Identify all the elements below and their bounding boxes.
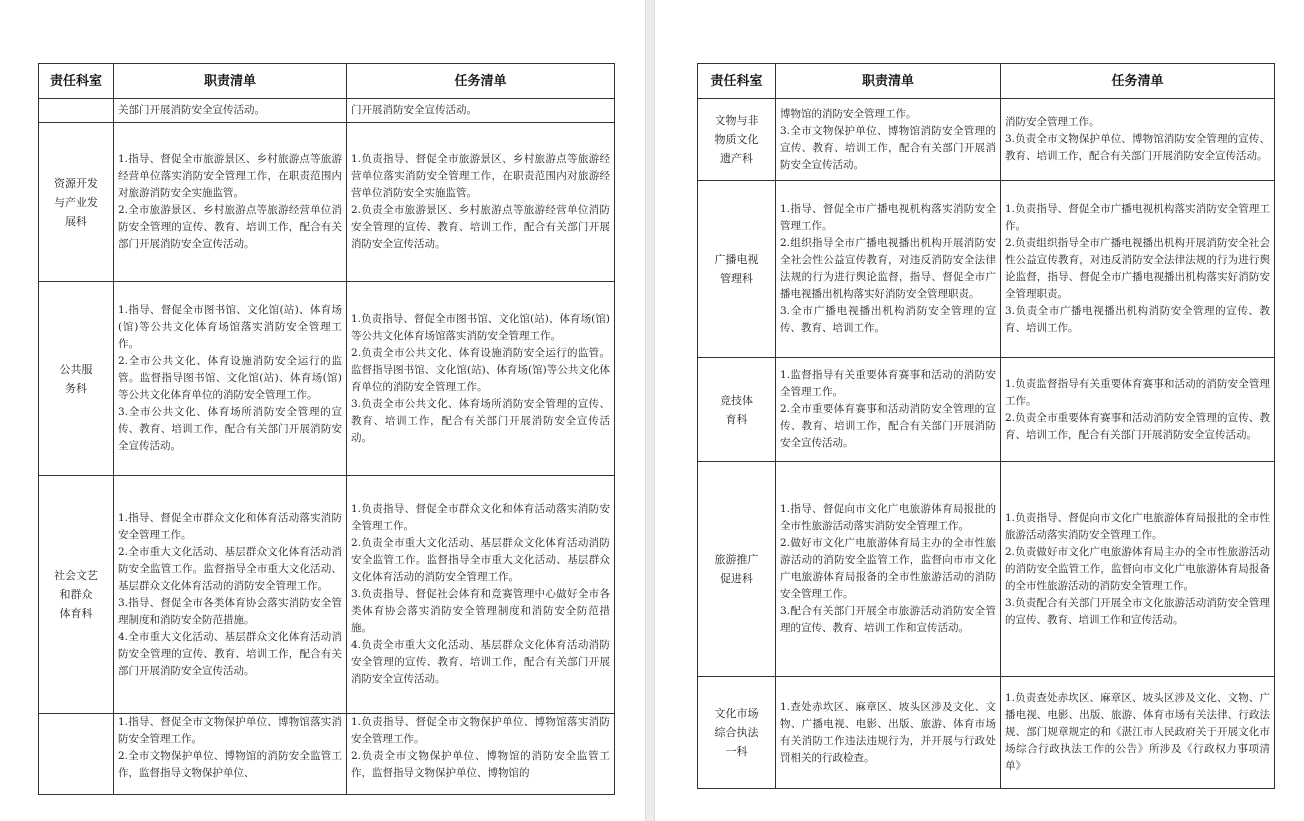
dept-cell: 资源开发 与产业发 展科 xyxy=(39,123,114,282)
duties-cell: 1.指导、督促全市图书馆、文化馆(站)、体育场(馆)等公共文化体育场馆落实消防安全管理工作。 2.全市公共文化、体育设施消防安全运行的监管。监督指导图书馆、文化馆(站)、体育场(馆)等公共文化体育单位的消防安全管理工作。 3.全市公共文化、体育场所消防安全管理的宣传、教育、培训工作，配合有关部门开展消防安全宣传活动。 xyxy=(114,282,347,476)
header-dept: 责任科室 xyxy=(698,64,776,99)
tasks-cell: 1.负责监督指导有关重要体育赛事和活动的消防安全管理工作。 2.负责全市重要体育赛事和活动消防安全管理的宣传、教育、培训工作，配合有关部门开展消防安全宣传活动。 xyxy=(1001,358,1275,462)
table-row xyxy=(39,476,615,714)
table-row xyxy=(698,677,1275,789)
table-header-row xyxy=(698,64,1275,99)
tasks-cell: 消防安全管理工作。 3.负责全市文物保护单位、博物馆消防安全管理的宣传、教育、培训工作，配合有关部门开展消防安全宣传活动。 xyxy=(1001,99,1275,181)
table-row xyxy=(698,358,1275,462)
duties-cell: 1.查处赤坎区、麻章区、坡头区涉及文化、文物、广播电视、电影、出版、旅游、体育市场有关消防工作违法违规行为，并开展与行政处罚相关的行政检查。 xyxy=(776,677,1001,789)
table-row xyxy=(39,123,615,282)
table-row xyxy=(698,462,1275,677)
dept-cell: 旅游推广 促进科 xyxy=(698,462,776,677)
page-gutter xyxy=(645,0,655,821)
dept-cell: 竞技体 育科 xyxy=(698,358,776,462)
table-row xyxy=(698,181,1275,358)
tasks-cell: 1.负责指导、督促全市图书馆、文化馆(站)、体育场(馆)等公共文化体育场馆落实消防安全管理工作。 2.负责全市公共文化、体育设施消防安全运行的监管。监督指导图书馆、文化馆(站)、体育场(馆)等公共文化体育单位的消防安全管理工作。 3.负责全市公共文化、体育场所消防安全管理的宣传、教育、培训工作，配合有关部门开展消防安全宣传活动。 xyxy=(347,282,615,476)
duties-cell: 1.指导、督促全市旅游景区、乡村旅游点等旅游经营单位落实消防安全管理工作，在职责范围内对旅游消防安全实施监管。 2.全市旅游景区、乡村旅游点等旅游经营单位消防安全管理的宣传、教育、培训工作，配合有关部门开展消防安全宣传活动。 xyxy=(114,123,347,282)
header-dept: 责任科室 xyxy=(39,64,114,99)
header-duties: 职责清单 xyxy=(114,64,347,99)
duties-cell: 1.指导、督促全市文物保护单位、博物馆落实消防安全管理工作。 2.全市文物保护单位、博物馆的消防安全监管工作，监督指导文物保护单位、 xyxy=(114,714,347,795)
table-row xyxy=(39,282,615,476)
tasks-cell: 1.负责指导、督促全市旅游景区、乡村旅游点等旅游经营单位落实消防安全管理工作，在职责范围内对旅游经营单位消防安全实施监管。 2.负责全市旅游景区、乡村旅游点等旅游经营单位消防安全管理的宣传、教育、培训工作，配合有关部门开展消防安全宣传活动。 xyxy=(347,123,615,282)
header-tasks: 任务清单 xyxy=(1001,64,1275,99)
header-tasks: 任务清单 xyxy=(347,64,615,99)
dept-cell xyxy=(39,99,114,123)
dept-cell: 文物与非 物质文化 遗产科 xyxy=(698,99,776,181)
tasks-cell: 1.负责查处赤坎区、麻章区、坡头区涉及文化、文物、广播电视、电影、出版、旅游、体育市场有关法律、行政法规、部门规章规定的和《湛江市人民政府关于开展文化市场综合行政执法工作的公告》所涉及《行政权力事项清单》 xyxy=(1001,677,1275,789)
dept-cell: 广播电视 管理科 xyxy=(698,181,776,358)
duties-cell: 博物馆的消防安全管理工作。 3.全市文物保护单位、博物馆消防安全管理的宣传、教育、培训工作，配合有关部门开展消防安全宣传活动。 xyxy=(776,99,1001,181)
tasks-cell: 1.负责指导、督促全市文物保护单位、博物馆落实消防安全管理工作。 2.负责全市文物保护单位、博物馆的消防安全监管工作，监督指导文物保护单位、博物馆的 xyxy=(347,714,615,795)
duty-table-left xyxy=(38,63,615,795)
table-row xyxy=(698,99,1275,181)
dept-cell: 公共服 务科 xyxy=(39,282,114,476)
duty-table-right xyxy=(697,63,1275,789)
duties-cell: 1.指导、督促全市广播电视机构落实消防安全管理工作。 2.组织指导全市广播电视播出机构开展消防安全社会性公益宣传教育，对违反消防安全法律法规的行为进行舆论监督，指导、督促全市广播电视播出机构落实好消防安全管理职责。 3.全市广播电视播出机构消防安全管理的宣传、教育、培训工作。 xyxy=(776,181,1001,358)
document-page-left xyxy=(0,0,645,821)
tasks-cell: 1.负责指导、督促向市文化广电旅游体育局报批的全市性旅游活动落实消防安全管理工作。 2.负责做好市文化广电旅游体育局主办的全市性旅游活动的消防安全监管工作，监督向市文化广电旅游体育局报备的全市性旅游活动的消防安全管理工作。 3.负责配合有关部门开展全市文化旅游活动消防安全管理的宣传、教育、培训工作和宣传活动。 xyxy=(1001,462,1275,677)
table-header-row xyxy=(39,64,615,99)
duties-cell: 关部门开展消防安全宣传活动。 xyxy=(114,99,347,123)
duties-cell: 1.指导、督促全市群众文化和体育活动落实消防安全管理工作。 2.全市重大文化活动、基层群众文化体育活动消防安全监管工作。监督指导全市重大文化活动、基层群众文化体育活动的消防安全管理工作。 3.指导、督促全市各类体育协会落实消防安全管理制度和消防安全防范措施。 4.全市重大文化活动、基层群众文化体育活动消防安全管理的宣传、教育、培训工作，配合有关部门开展消防安全宣传活动。 xyxy=(114,476,347,714)
duties-cell: 1.指导、督促向市文化广电旅游体育局报批的全市性旅游活动落实消防安全管理工作。 2.做好市文化广电旅游体育局主办的全市性旅游活动的消防安全监管工作，监督向市市文化广电旅游体育局报备的全市性旅游活动的消防安全管理工作。 3.配合有关部门开展全市旅游活动消防安全管理的宣传、教育、培训工作和宣传活动。 xyxy=(776,462,1001,677)
dept-cell xyxy=(39,714,114,795)
tasks-cell: 1.负责指导、督促全市群众文化和体育活动落实消防安全管理工作。 2.负责全市重大文化活动、基层群众文化体育活动消防安全监管工作。监督指导全市重大文化活动、基层群众文化体育活动的消防安全管理工作。 3.负责指导、督促社会体育和竞赛管理中心做好全市各类体育协会落实消防安全管理制度和消防安全防范措施。 4.负责全市重大文化活动、基层群众文化体育活动消防安全管理的宣传、教育、培训工作，配合有关部门开展消防安全宣传活动。 xyxy=(347,476,615,714)
duties-cell: 1.监督指导有关重要体育赛事和活动的消防安全管理工作。 2.全市重要体育赛事和活动消防安全管理的宣传、教育、培训工作，配合有关部门开展消防安全宣传活动。 xyxy=(776,358,1001,462)
document-page-right xyxy=(655,0,1304,821)
dept-cell: 社会文艺 和群众 体育科 xyxy=(39,476,114,714)
header-duties: 职责清单 xyxy=(776,64,1001,99)
tasks-cell: 1.负责指导、督促全市广播电视机构落实消防安全管理工作。 2.负责组织指导全市广播电视播出机构开展消防安全社会性公益宣传教育，对违反消防安全法律法规的行为进行舆论监督，指导、督促全市广播电视播出机构落实好消防安全管理职责。 3.负责全市广播电视播出机构消防安全管理的宣传、教育、培训工作。 xyxy=(1001,181,1275,358)
table-row xyxy=(39,714,615,795)
table-row xyxy=(39,99,615,123)
dept-cell: 文化市场 综合执法 一科 xyxy=(698,677,776,789)
tasks-cell: 门开展消防安全宣传活动。 xyxy=(347,99,615,123)
